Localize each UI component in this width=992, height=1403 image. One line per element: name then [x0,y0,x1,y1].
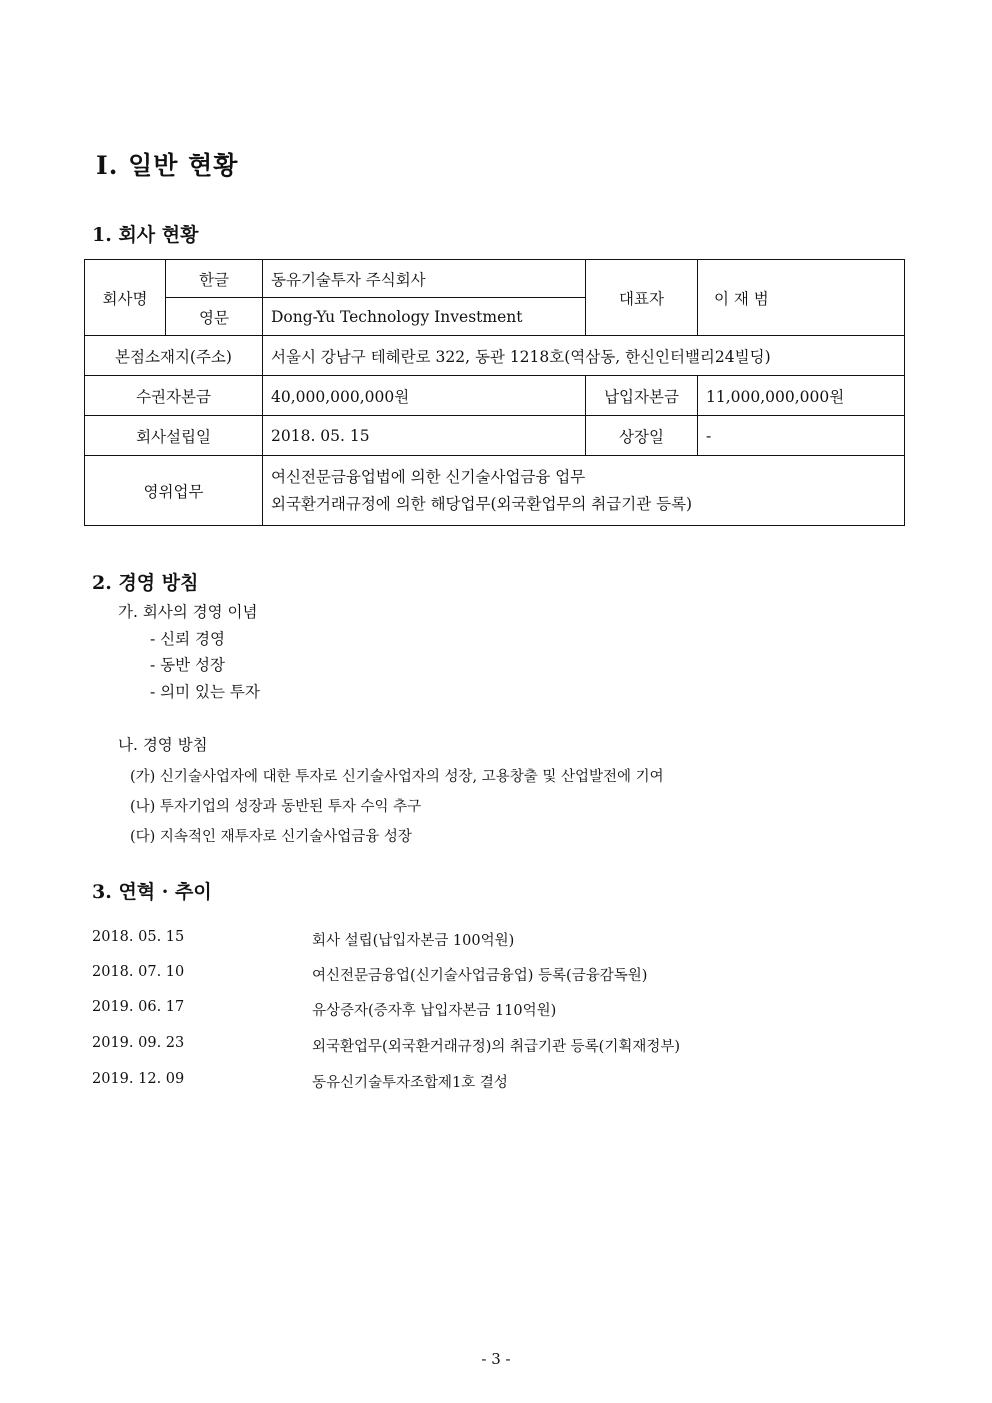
address-value: 서울시 강남구 테헤란로 322, 동관 1218호(역삼동, 한신인터밸리24빌딩) [263,336,905,376]
ceo-name: 이 재 범 [698,260,905,336]
policy-item: (다) 지속적인 재투자로 신기술사업금융 성장 [130,829,412,845]
history-date: 2019. 06. 17 [92,999,185,1015]
established-value: 2018. 05. 15 [263,416,586,456]
policy-item: (가) 신기술사업자에 대한 투자로 신기술사업자의 성장, 고용창출 및 산업발전에 기여 [130,769,664,785]
page-heading: Ⅰ. 일반 현황 [96,151,239,180]
page-number: - 3 - [481,1350,511,1368]
history-date: 2018. 05. 15 [92,929,185,945]
philosophy-item: - 동반 성장 [150,656,225,674]
paidin-capital-value: 11,000,000,000원 [698,376,905,416]
ceo-label: 대표자 [586,260,698,336]
korean-name: 동유기술투자 주식회사 [263,260,586,298]
address-label: 본점소재지(주소) [85,336,263,376]
history-event: 외국환업무(외국환거래규정)의 취급기관 등록(기획재정부) [312,1039,681,1055]
established-label: 회사설립일 [85,416,263,456]
business-item: 여신전문금융업법에 의한 신기술사업금융 업무 [271,467,586,486]
section3-title: 3. 연혁 · 추이 [92,881,212,903]
english-name: Dong-Yu Technology Investment [263,298,586,336]
authorized-capital-label: 수권자본금 [85,376,263,416]
authorized-capital-value: 40,000,000,000원 [263,376,586,416]
philosophy-item: - 의미 있는 투자 [150,683,260,701]
section2-title: 2. 경영 방침 [92,572,199,594]
history-date: 2018. 07. 10 [92,964,185,980]
section1-title: 1. 회사 현황 [92,224,199,246]
history-event: 회사 설립(납입자본금 100억원) [312,933,515,949]
company-info-table [84,259,905,526]
korean-label: 한글 [166,260,263,298]
history-date: 2019. 12. 09 [92,1071,185,1087]
history-event: 여신전문금융업(신기술사업금융업) 등록(금융감독원) [312,968,648,984]
philosophy-item: - 신뢰 경영 [150,630,225,648]
history-event: 동유신기술투자조합제1호 결성 [312,1075,508,1091]
history-event: 유상증자(증자후 납입자본금 110억원) [312,1003,557,1019]
english-label: 영문 [166,298,263,336]
history-date: 2019. 09. 23 [92,1035,185,1051]
philosophy-title: 가. 회사의 경영 이념 [118,603,258,621]
paidin-capital-label: 납입자본금 [586,376,698,416]
listing-value: - [698,416,905,456]
policy-title: 나. 경영 방침 [118,736,208,754]
business-item: 외국환거래규정에 의한 해당업무(외국환업무의 취급기관 등록) [271,494,693,513]
listing-label: 상장일 [586,416,698,456]
business-label: 영위업무 [85,456,263,526]
company-name-label: 회사명 [85,260,166,336]
policy-item: (나) 투자기업의 성장과 동반된 투자 수익 추구 [130,799,422,815]
